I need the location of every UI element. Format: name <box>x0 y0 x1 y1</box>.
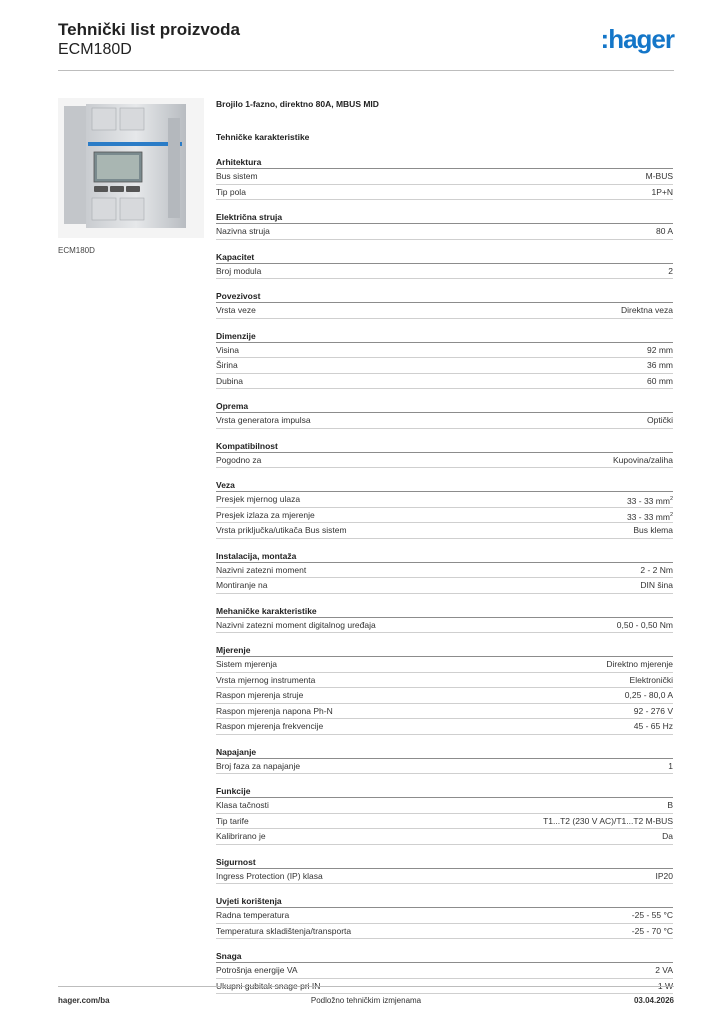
image-caption: ECM180D <box>58 246 95 255</box>
product-code: ECM180D <box>58 41 132 58</box>
footer-notice: Podložno tehničkim izmjenama <box>310 996 422 1005</box>
spec-section <box>216 550 673 594</box>
tech-heading: Tehničke karakteristike <box>216 132 310 142</box>
spec-section <box>216 479 673 539</box>
section-title: Dimenzije <box>216 330 673 343</box>
section-title: Uvjeti korištenja <box>216 895 673 908</box>
spec-value <box>668 264 673 279</box>
section-title: Arhitektura <box>216 156 673 169</box>
footer-date: 03.04.2026 <box>633 996 674 1005</box>
spec-section <box>216 644 673 735</box>
section-title: Funkcije <box>216 785 673 798</box>
spec-section <box>216 785 673 845</box>
spec-value-text: B <box>667 800 673 810</box>
spec-value <box>646 169 673 184</box>
spec-section <box>216 156 673 200</box>
spec-row <box>216 869 673 885</box>
spec-value <box>621 303 673 318</box>
footer-divider <box>58 986 674 987</box>
header-divider <box>58 70 674 71</box>
spec-value <box>630 673 673 688</box>
spec-label: Raspon mjerenja frekvencije <box>216 721 324 731</box>
spec-row <box>216 798 673 814</box>
footer-website: hager.com/ba <box>58 996 110 1005</box>
section-title: Povezivost <box>216 290 673 303</box>
product-description: Brojilo 1-fazno, direktno 80A, MBUS MID <box>216 99 379 109</box>
spec-value-text: 1P+N <box>651 186 673 197</box>
spec-value <box>627 492 673 507</box>
spec-label: Dubina <box>216 375 243 386</box>
spec-label: Presjek izlaza za mjerenje <box>216 509 315 520</box>
spec-row <box>216 578 673 594</box>
spec-value-text: Kupovina/zaliha <box>612 454 673 465</box>
spec-label: Kalibrirano je <box>216 831 266 841</box>
section-title: Snaga <box>216 950 673 963</box>
section-title: Instalacija, montaža <box>216 550 673 563</box>
logo-text: :hager <box>600 24 674 54</box>
spec-label: Raspon mjerenja struje <box>216 690 304 700</box>
spec-row <box>216 563 673 579</box>
spec-value-text: 2 - 2 Nm <box>640 564 673 575</box>
spec-section <box>216 895 673 939</box>
spec-value <box>647 343 673 358</box>
section-title: Napajanje <box>216 746 673 759</box>
spec-value-text: 92 mm <box>647 344 673 355</box>
spec-row <box>216 829 673 845</box>
spec-label: Raspon mjerenja napona Ph-N <box>216 705 333 716</box>
spec-label: Tip pola <box>216 186 246 197</box>
spec-value <box>647 374 673 389</box>
section-title: Kapacitet <box>216 251 673 264</box>
spec-value <box>625 688 673 703</box>
spec-section <box>216 440 673 469</box>
spec-row <box>216 169 673 185</box>
spec-label: Radna temperatura <box>216 910 290 920</box>
spec-label: Vrsta generatora impulsa <box>216 415 311 425</box>
spec-value-text: 1 <box>668 760 673 771</box>
spec-value <box>606 657 673 672</box>
spec-value <box>617 618 673 633</box>
spec-label: Potrošnja energije VA <box>216 965 298 975</box>
spec-row <box>216 523 673 539</box>
spec-value <box>634 704 673 719</box>
spec-value-text: M-BUS <box>645 171 673 181</box>
spec-label: Ingress Protection (IP) klasa <box>216 870 323 881</box>
spec-section <box>216 856 673 885</box>
spec-label: Nazivni zatezni moment <box>216 564 307 575</box>
spec-row <box>216 374 673 390</box>
spec-row <box>216 264 673 280</box>
spec-label: Nazivni zatezni moment digitalnog uređaja <box>216 619 376 630</box>
spec-section <box>216 251 673 280</box>
spec-value <box>632 924 673 939</box>
spec-value <box>633 523 673 538</box>
section-title: Veza <box>216 479 673 492</box>
spec-row <box>216 673 673 689</box>
spec-row <box>216 492 673 508</box>
spec-value-text: Direktna veza <box>621 305 673 315</box>
spec-value <box>655 963 673 978</box>
spec-row <box>216 719 673 735</box>
spec-value <box>634 719 673 734</box>
spec-section <box>216 400 673 429</box>
spec-row <box>216 618 673 634</box>
spec-row <box>216 185 673 201</box>
spec-value <box>627 508 673 523</box>
section-title: Sigurnost <box>216 856 673 869</box>
spec-row <box>216 657 673 673</box>
spec-row <box>216 924 673 940</box>
spec-label: Broj faza za napajanje <box>216 760 301 771</box>
spec-sections <box>216 156 673 994</box>
spec-section <box>216 746 673 775</box>
spec-label: Vrsta priključka/utikača Bus sistem <box>216 525 347 535</box>
spec-value-text: 45 - 65 Hz <box>633 721 673 731</box>
spec-value-text: Da <box>662 831 673 841</box>
spec-value-text: Direktno mjerenje <box>606 659 673 669</box>
hager-logo <box>601 26 674 52</box>
spec-row <box>216 343 673 359</box>
spec-value-text: -25 - 70 °C <box>631 925 673 936</box>
spec-row <box>216 963 673 979</box>
spec-value-text: Optički <box>647 415 673 425</box>
page-header <box>58 20 674 68</box>
spec-section <box>216 290 673 319</box>
spec-value-text: 60 mm <box>647 375 673 386</box>
spec-value <box>656 869 674 884</box>
section-title: Mjerenje <box>216 644 673 657</box>
spec-value <box>613 453 673 468</box>
spec-value <box>632 908 673 923</box>
spec-label: Vrsta veze <box>216 305 256 315</box>
spec-value-text: 92 - 276 V <box>633 705 673 716</box>
spec-value-text: Elektronički <box>629 674 673 685</box>
document-title: Tehnički list proizvoda <box>58 20 240 39</box>
spec-value-text: T1...T2 (230 V AC)/T1...T2 M-BUS <box>543 815 673 826</box>
spec-row <box>216 759 673 775</box>
spec-value-text: 36 mm <box>647 360 673 370</box>
spec-value-text: 1 W <box>657 980 673 991</box>
spec-label: Presjek mjernog ulaza <box>216 494 301 504</box>
spec-value <box>662 829 673 844</box>
spec-value-text: Bus klema <box>633 525 673 535</box>
spec-section <box>216 211 673 240</box>
spec-label: Nazivna struja <box>216 226 270 236</box>
spec-label: Bus sistem <box>216 171 258 181</box>
spec-label: Tip tarife <box>216 815 249 826</box>
section-title: Oprema <box>216 400 673 413</box>
product-image <box>58 98 204 238</box>
spec-value-text: 33 - 33 mm <box>626 511 670 522</box>
spec-section <box>216 605 673 634</box>
section-title: Električna struja <box>216 211 673 224</box>
spec-row <box>216 303 673 319</box>
spec-row <box>216 908 673 924</box>
spec-row <box>216 453 673 469</box>
spec-row <box>216 358 673 374</box>
spec-value-superscript: 2 <box>669 496 673 502</box>
spec-value <box>652 185 674 200</box>
spec-label: Klasa tačnosti <box>216 800 269 810</box>
spec-row <box>216 688 673 704</box>
spec-label: Ukupni gubitak snage pri IN <box>216 980 321 991</box>
spec-value <box>647 413 673 428</box>
spec-row <box>216 814 673 830</box>
spec-content <box>216 97 673 994</box>
spec-value <box>668 759 673 774</box>
spec-label: Montiranje na <box>216 580 268 590</box>
spec-value-text: DIN šina <box>640 580 673 590</box>
spec-section <box>216 330 673 390</box>
spec-row <box>216 224 673 240</box>
spec-label: Širina <box>216 360 238 370</box>
spec-value <box>647 358 673 373</box>
spec-value <box>667 798 673 813</box>
spec-label: Sistem mjerenja <box>216 659 277 669</box>
spec-label: Broj modula <box>216 265 262 276</box>
spec-value-text: 33 - 33 mm <box>626 495 670 506</box>
spec-row <box>216 413 673 429</box>
spec-label: Visina <box>216 344 239 355</box>
spec-value-text: 2 VA <box>655 965 673 975</box>
spec-value-text: -25 - 55 °C <box>631 910 673 920</box>
spec-value <box>640 563 673 578</box>
spec-value-text: 0,50 - 0,50 Nm <box>616 619 673 630</box>
section-title: Kompatibilnost <box>216 440 673 453</box>
spec-value-text: 2 <box>668 265 673 276</box>
spec-value <box>543 814 673 829</box>
spec-value-text: IP20 <box>655 870 673 881</box>
spec-value <box>640 578 673 593</box>
spec-value-text: 80 A <box>655 226 673 236</box>
spec-row <box>216 704 673 720</box>
spec-row <box>216 508 673 524</box>
spec-value-text: 0,25 - 80,0 A <box>624 690 673 700</box>
spec-value-superscript: 2 <box>669 511 673 518</box>
spec-label: Temperatura skladištenja/transporta <box>216 925 352 936</box>
section-title: Mehaničke karakteristike <box>216 605 673 618</box>
spec-section <box>216 950 673 994</box>
spec-label: Vrsta mjernog instrumenta <box>216 674 316 685</box>
spec-value <box>656 224 673 239</box>
spec-label: Pogodno za <box>216 454 262 465</box>
